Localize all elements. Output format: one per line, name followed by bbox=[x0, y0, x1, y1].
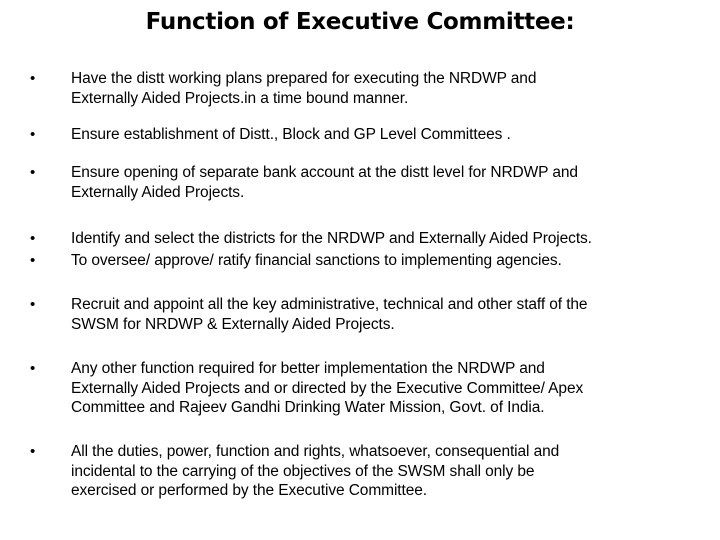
bullet-text: Ensure establishment of Distt., Block and GP Level Committees . bbox=[71, 126, 511, 143]
bullet-dot: • bbox=[30, 296, 36, 313]
bullet-dot: • bbox=[30, 126, 36, 143]
bullet-text: All the duties, power, function and rights, whatsoever, consequential and incidental to the carrying of the objectives of the SWSM shall only be exercised or performed by the Executive Committee. bbox=[71, 443, 560, 499]
bullet-dot: • bbox=[30, 230, 36, 247]
bullet-dot: • bbox=[30, 443, 36, 460]
bullet-dot: • bbox=[30, 70, 36, 87]
bullet-text: Recruit and appoint all the key administrative, technical and other staff of the SWSM for NRDWP & Externally Aided Projects. bbox=[71, 296, 588, 333]
bullet-dot: • bbox=[30, 252, 36, 269]
bullet-text: Identify and select the districts for the NRDWP and Externally Aided Projects. bbox=[71, 230, 592, 247]
bullet-dot: • bbox=[30, 164, 36, 181]
bullet-text: To oversee/ approve/ ratify financial sanctions to implementing agencies. bbox=[71, 252, 562, 269]
bullet-text: Have the distt working plans prepared for executing the NRDWP and Externally Aided Projects.in a time bound manner. bbox=[71, 70, 537, 107]
bullet-text: Ensure opening of separate bank account at the distt level for NRDWP and Externally Aided Projects. bbox=[71, 164, 578, 201]
bullet-text: Any other function required for better implementation the NRDWP and Externally Aided Projects and or directed by the Executive Committee/ Apex Committee and Rajeev Gandhi Drinking Water Mission, Govt. of India. bbox=[71, 360, 584, 416]
bullet-dot: • bbox=[30, 360, 36, 377]
slide-title: Function of Executive Committee: bbox=[145, 9, 575, 35]
